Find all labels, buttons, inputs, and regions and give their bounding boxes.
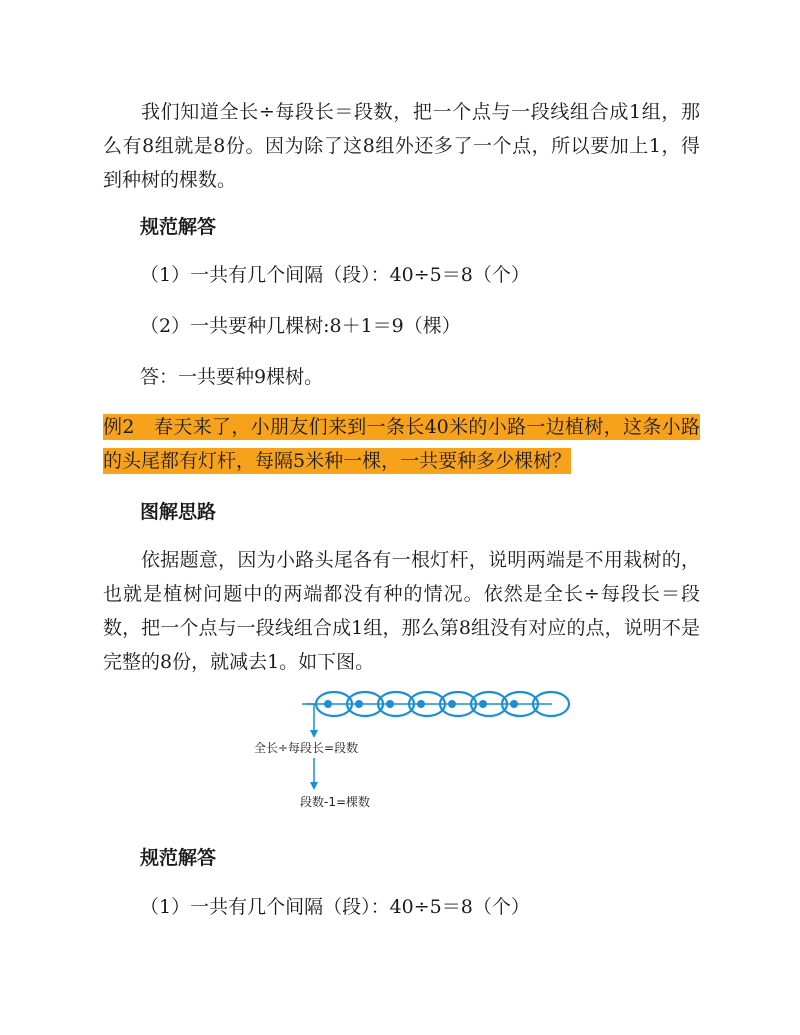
tree-dot	[386, 700, 394, 708]
tree-dot	[355, 700, 363, 708]
arrow-1-head	[310, 730, 318, 738]
answer-step-1: （1）一共有几个间隔（段）：40÷5＝8（个）	[140, 264, 530, 286]
tree-dot	[417, 700, 425, 708]
section-heading-diagram-thinking: 图解思路	[140, 501, 217, 523]
example-2-problem	[103, 410, 700, 478]
diagram-label-2: 段数-1=棵数	[300, 795, 371, 809]
tree-planting-diagram	[240, 680, 570, 820]
explanation-paragraph-1: 我们知道全长÷每段长＝段数，把一个点与一段线组合成1组，那么有8组就是8份。因为除了这8组外还多了一个点，所以要加上1，得到种树的棵数。	[103, 101, 700, 191]
answer-final: 答：一共要种9棵树。	[140, 366, 324, 388]
example-2-highlight: 例2 春天来了，小朋友们来到一条长40米的小路一边植树，这条小路的头尾都有灯杆，每隔5米种一棵，一共要种多少棵树？	[103, 416, 700, 472]
arrow-2-head	[310, 782, 318, 790]
section-heading-standard-answer-2: 规范解答	[140, 847, 217, 869]
diagram-svg	[240, 680, 570, 820]
tree-dot	[510, 700, 518, 708]
answer-step-2: （2）一共要种几棵树:8＋1＝9（棵）	[140, 315, 461, 337]
section-heading-standard-answer-1: 规范解答	[140, 216, 217, 238]
diagram-label-1: 全长÷每段长=段数	[254, 741, 359, 755]
tree-dot	[448, 700, 456, 708]
tree-dot	[324, 700, 332, 708]
explanation-paragraph-2: 依据题意，因为小路头尾各有一根灯杆，说明两端是不用栽树的，也就是植树问题中的两端都没有种的情况。依然是全长÷每段长＝段数，把一个点与一段线组合成1组，那么第8组没有对应的点，说明不是完整的8份，就减去1。如下图。	[103, 549, 700, 673]
tree-dot	[479, 700, 487, 708]
answer2-step-1: （1）一共有几个间隔（段）：40÷5＝8（个）	[140, 896, 530, 918]
